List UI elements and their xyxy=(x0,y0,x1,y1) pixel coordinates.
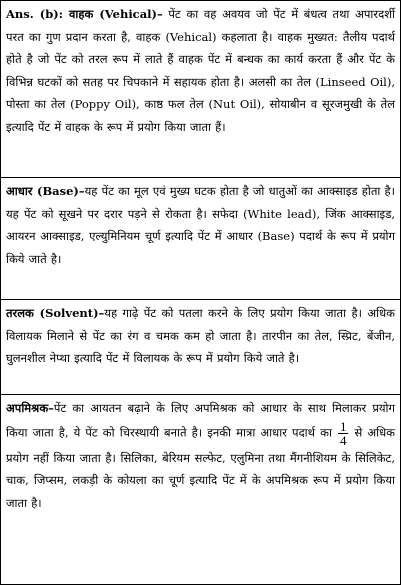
extender-text-before: पेंट का आयतन बढ़ाने के लिए अपमिश्रक को आधार के साथ मिलाकर प्रयोग किया जाता है, ये पेंट को चिरस्थायी बनाते है। इनकी मात्रा आधार पदार्थ का xyxy=(6,401,395,440)
extender-section xyxy=(1,395,400,584)
base-section xyxy=(1,178,400,300)
one-quarter-fraction xyxy=(338,420,349,447)
vehicle-text: पेंट का वह अवयव जो पेंट में बंधत्व तथा अपारदर्शी परत का गुण प्रदान करता है, वाहक (Vehical) कहलाता है। वाहक मुख्यत: तैलीय पदार्थ होते है जो पेंट को तरल रूप में लाते हैं वाहक पेंट में बन्धक का कार्य करता हैं और पेंट के विभिन्न घटकों को सतह पर चिपकाने में सहायक होता है। अलसी का तेल (Linseed Oil), पोस्ता का तेल (Poppy Oil), काष्ठ फल तेल (Nut Oil), सोयाबीन व सूरजमुखी के तेल इत्यादि पेंट में वाहक के रूप में प्रयोग किया जाता हैं। xyxy=(6,7,395,134)
base-paragraph xyxy=(6,180,395,270)
extender-paragraph xyxy=(6,397,395,514)
vehicle-paragraph xyxy=(6,3,395,139)
solvent-text: यह गाढ़े पेंट को पतला करने के लिए प्रयोग किया जाता है। अधिक विलायक मिलाने से पेंट का रंग व चमक कम हो जाता है। तारपीन का तेल, स्प्रिट, बेंजीन, घुलनशील नेप्था इत्यादि पेंट में विलायक के रूप में प्रयोग किये जाते है। xyxy=(6,306,395,366)
extender-term: अपमिश्रक– xyxy=(6,401,54,415)
vehicle-section xyxy=(1,1,400,178)
fraction-numerator: 1 xyxy=(339,418,347,434)
solvent-paragraph xyxy=(6,302,395,370)
fraction-denominator: 4 xyxy=(339,432,347,448)
vehicle-term: Ans. (b): वाहक (Vehical)– xyxy=(6,7,163,21)
extender-text-after: से अधिक प्रयोग नहीं किया जाता है। सिलिका, बेरियम सल्फेट, एलुमिना तथा मैंगनीशियम के सिलिकेट, चाक, जिप्सम, लकड़ी के कोयला का चूर्ण इत्यादि पेंट में के अपमिश्रक रूप में प्रयोग किया जाता है। xyxy=(6,425,395,510)
base-term: आधार (Base)– xyxy=(6,184,85,198)
solvent-section xyxy=(1,300,400,395)
solvent-term: तरलक (Solvent)– xyxy=(6,306,105,320)
base-text: यह पेंट का मूल एवं मुख्य घटक होता है जो धातुओं का आक्साइड होता है। यह पेंट को सूखने पर दरार पड़ने से रोकता है। सफेदा (White lead), जिंक आक्साइड, आयरन आक्साइड, एल्युमिनियम चूर्ण इत्यादि पेंट में आधार (Base) पदार्थ के रूप में प्रयोग किये जाते है। xyxy=(6,184,395,266)
